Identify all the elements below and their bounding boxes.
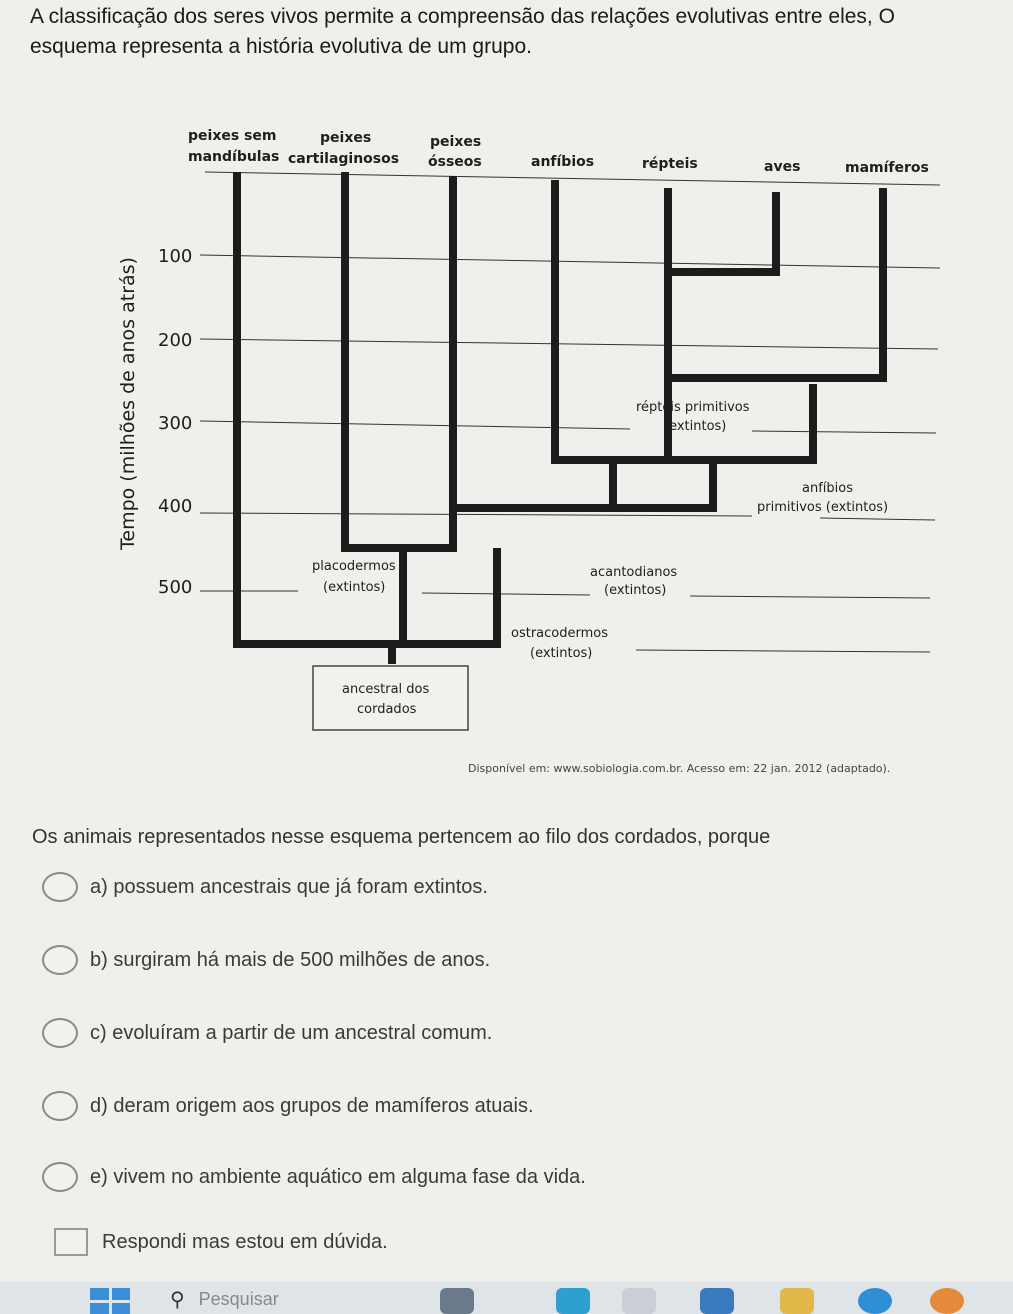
label-placodermos-1: placodermos [312, 559, 396, 574]
intro-line-1: A classificação dos seres vivos permite a compreensão das relações evolutivas entre eles, O [30, 5, 895, 28]
taskbar [0, 1282, 1013, 1314]
ancestor-box [313, 666, 468, 730]
label-acantodianos-2: (extintos) [604, 583, 667, 598]
doubt-checkbox-row[interactable] [54, 1228, 388, 1256]
taskbar-app-terminal-icon[interactable] [622, 1288, 656, 1314]
label-placodermos-2: (extintos) [323, 580, 386, 595]
radio-a[interactable] [42, 872, 78, 902]
search-placeholder: Pesquisar [198, 1288, 279, 1309]
grid-ostr [636, 650, 930, 652]
taskbar-app-store-icon[interactable] [700, 1288, 734, 1314]
option-d[interactable] [42, 1086, 534, 1126]
option-e-label: e) vivem no ambiente aquático em alguma fase da vida. [90, 1165, 586, 1188]
option-d-label: d) deram origem aos grupos de mamíferos atuais. [90, 1094, 534, 1117]
search-icon: ⚲ [170, 1288, 185, 1311]
radio-c[interactable] [42, 1018, 78, 1048]
ancestor-label-2: cordados [357, 702, 417, 717]
grid-top [205, 172, 940, 185]
tick-500: 500 [158, 577, 193, 598]
label-ostracodermos-2: (extintos) [530, 646, 593, 661]
ancestor-label-1: ancestral dos [342, 682, 430, 697]
radio-e[interactable] [42, 1162, 78, 1192]
radio-d[interactable] [42, 1091, 78, 1121]
label-anfibios: anfíbios [531, 154, 595, 170]
label-repteis-primitivos-1: répteis primitivos [636, 400, 750, 415]
label-ostracodermos-1: ostracodermos [511, 626, 608, 641]
grid-200 [200, 339, 938, 349]
branch-acantodianos [345, 172, 453, 548]
grid-100 [200, 255, 940, 268]
label-repteis-primitivos-2: (extintos) [664, 419, 727, 434]
tick-100: 100 [158, 246, 193, 267]
option-b-label: b) surgiram há mais de 500 milhões de anos. [90, 948, 491, 971]
doubt-checkbox[interactable] [54, 1228, 88, 1256]
label-cartilaginosos-2: cartilaginosos [288, 151, 400, 167]
label-peixes-sem-2: mandíbulas [188, 149, 280, 165]
extinct-labels [312, 400, 888, 661]
option-c-label: c) evoluíram a partir de um ancestral comum. [90, 1021, 493, 1044]
doubt-label: Respondi mas estou em dúvida. [102, 1230, 388, 1253]
taskbar-app-folder-icon[interactable] [780, 1288, 814, 1314]
label-aves: aves [764, 159, 801, 175]
taskbar-app-widgets-icon[interactable] [440, 1288, 474, 1314]
axis-label: Tempo (milhões de anos atrás) [117, 257, 139, 550]
label-osseos-2: ósseos [428, 154, 482, 170]
option-c[interactable] [42, 1013, 492, 1053]
tick-300: 300 [158, 413, 193, 434]
taskbar-app-firefox-icon[interactable] [930, 1288, 964, 1314]
branch-aves-repteis [668, 192, 776, 272]
grid-400-b [820, 518, 935, 520]
grid-300-a [200, 421, 630, 429]
grid-lines [200, 172, 940, 652]
label-anfibios-primitivos-1: anfíbios [802, 481, 853, 496]
taskbar-app-browser-icon[interactable] [858, 1288, 892, 1314]
grid-400-a [200, 513, 752, 516]
label-anfibios-primitivos-2: primitivos (extintos) [757, 500, 889, 515]
option-b[interactable] [42, 940, 490, 980]
tick-200: 200 [158, 330, 193, 351]
question-text: Os animais representados nesse esquema pertencem ao filo dos cordados, porque [32, 826, 771, 848]
taskbar-search[interactable] [170, 1284, 390, 1314]
intro-line-2: esquema representa a história evolutiva de um grupo. [30, 35, 532, 58]
label-repteis: répteis [642, 156, 698, 172]
label-mamiferos: mamíferos [845, 160, 929, 176]
label-cartilaginosos-1: peixes [320, 130, 372, 146]
source-citation: Disponível em: www.sobiologia.com.br. Acesso em: 22 jan. 2012 (adaptado). [468, 762, 891, 775]
label-peixes-sem-1: peixes sem [188, 128, 277, 144]
radio-b[interactable] [42, 945, 78, 975]
grid-500-b [422, 593, 590, 595]
tick-400: 400 [158, 496, 193, 517]
option-e[interactable] [42, 1157, 586, 1197]
option-a[interactable] [42, 867, 488, 907]
grid-500-c [690, 596, 930, 598]
top-labels [188, 128, 929, 176]
option-a-label: a) possuem ancestrais que já foram extintos. [90, 875, 488, 898]
grid-300-b [752, 431, 936, 433]
taskbar-app-edge-icon[interactable] [556, 1288, 590, 1314]
label-acantodianos-1: acantodianos [590, 565, 678, 580]
windows-start-icon[interactable] [90, 1288, 130, 1314]
label-osseos-1: peixes [430, 134, 482, 150]
